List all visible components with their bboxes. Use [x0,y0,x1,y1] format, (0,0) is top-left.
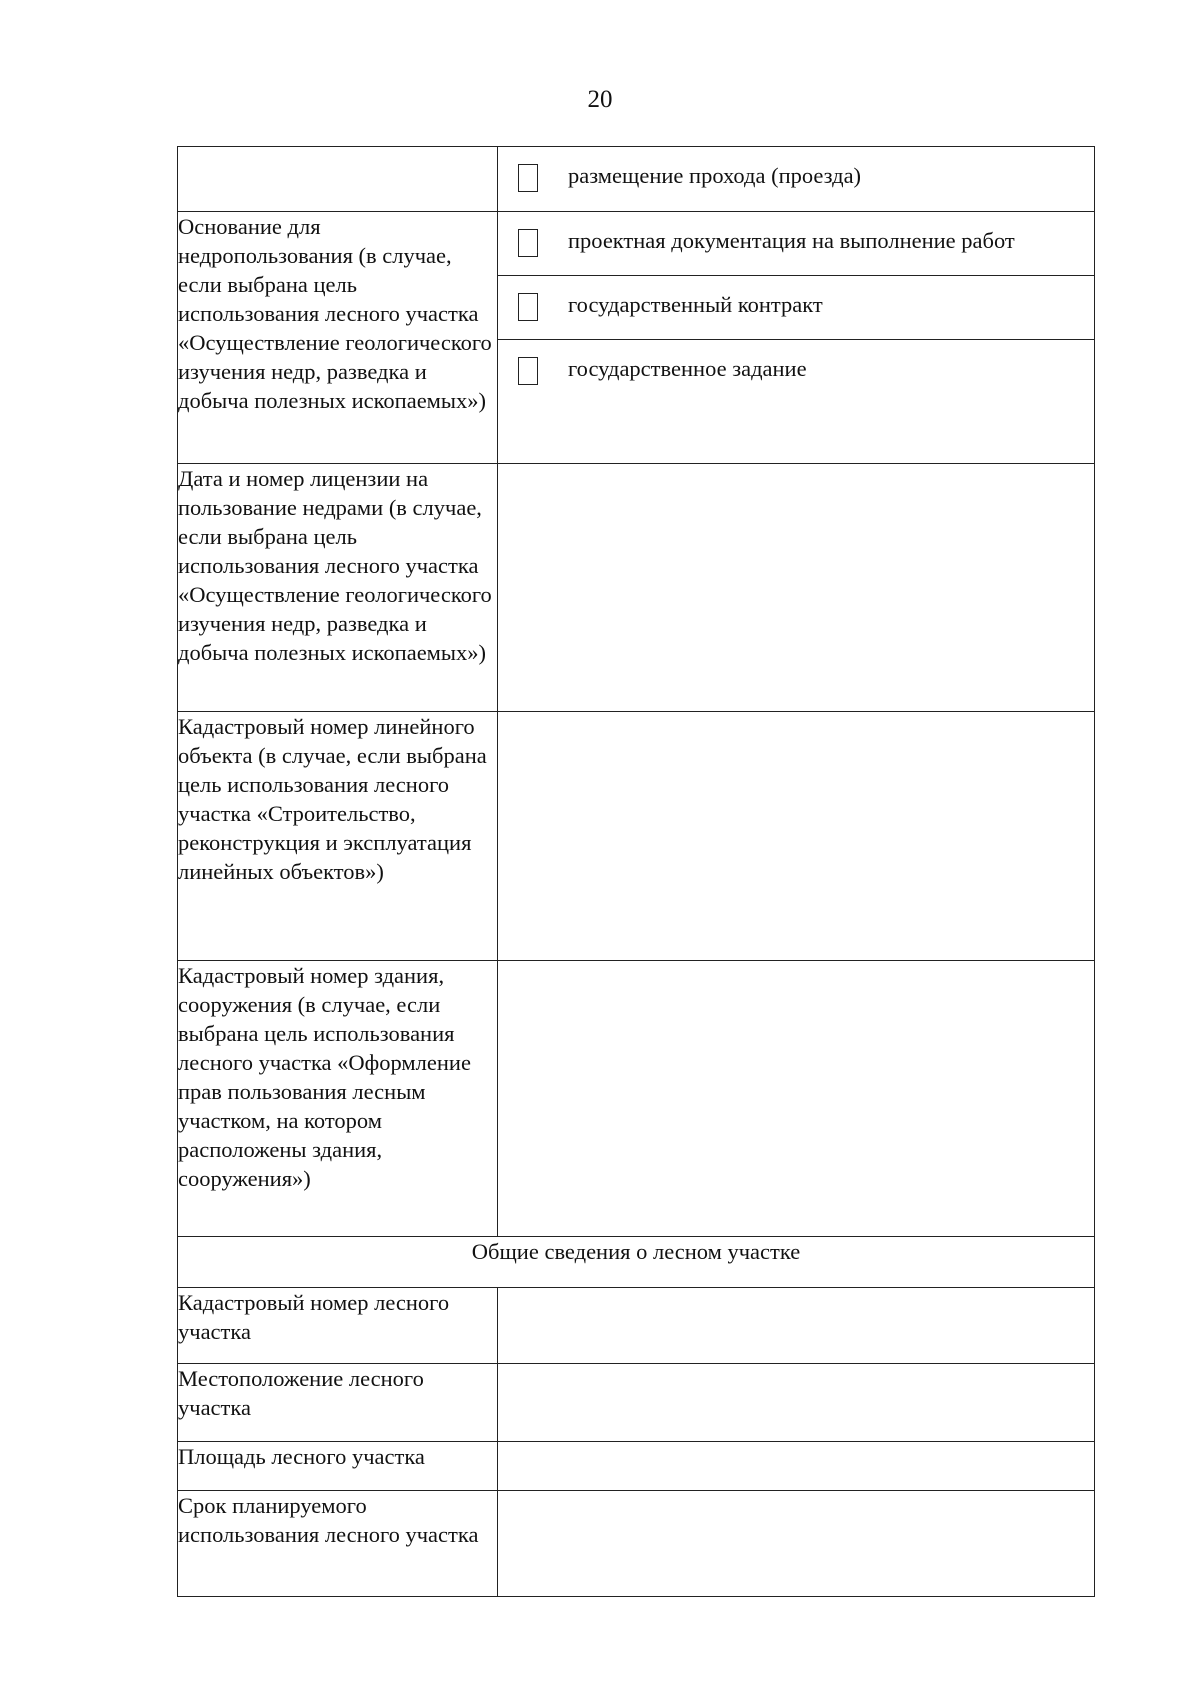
table-row [178,712,1095,961]
license-value[interactable] [498,464,1095,712]
checkbox-project-documentation[interactable] [518,229,538,257]
option-state-contract[interactable] [498,276,1094,340]
application-form-table [177,146,1095,1597]
checkbox-state-assignment[interactable] [518,357,538,385]
section-heading: Общие сведения о лесном участке [178,1237,1095,1288]
subsoil-basis-options [498,212,1095,464]
building-value[interactable] [498,961,1095,1237]
table-row [178,1237,1095,1288]
checkbox-state-contract[interactable] [518,293,538,321]
option-passage[interactable] [498,147,1094,211]
page-number: 20 [587,86,613,113]
options-cell [498,147,1095,212]
cadastral-number-label: Кадастровый номер лесного участка [178,1288,498,1364]
building-label: Кадастровый номер здания, сооружения (в случае, если выбрана цель использования лесного участка «Оформление прав пользования лесным участком, на котором расположены здания, сооружения») [178,961,498,1237]
license-label: Дата и номер лицензии на пользование недрами (в случае, если выбрана цель использования лесного участка «Осуществление геологического изучения недр, разведка и добыча полезных ископаемых») [178,464,498,712]
option-label: государственный контракт [568,292,823,317]
location-value[interactable] [498,1364,1095,1442]
table-row [178,147,1095,212]
option-state-assignment[interactable] [498,340,1094,404]
table-row [178,1491,1095,1597]
location-label: Местоположение лесного участка [178,1364,498,1442]
table-row [178,1288,1095,1364]
option-label: размещение прохода (проезда) [568,163,862,188]
checkbox-passage[interactable] [518,164,538,192]
table-row [178,961,1095,1237]
option-label: государственное задание [568,356,807,381]
table-row [178,1442,1095,1491]
cadastral-number-value[interactable] [498,1288,1095,1364]
table-row [178,464,1095,712]
table-row [178,212,1095,464]
linear-object-label: Кадастровый номер линейного объекта (в случае, если выбрана цель использования лесного участка «Строительство, реконструкция и эксплуатация линейных объектов») [178,712,498,961]
usage-term-value[interactable] [498,1491,1095,1597]
option-project-documentation[interactable] [498,212,1094,276]
linear-object-value[interactable] [498,712,1095,961]
area-label: Площадь лесного участка [178,1442,498,1491]
table-row [178,1364,1095,1442]
row-label [178,147,498,212]
usage-term-label: Срок планируемого использования лесного участка [178,1491,498,1597]
option-label: проектная документация на выполнение работ [568,228,1015,253]
area-value[interactable] [498,1442,1095,1491]
subsoil-basis-label: Основание для недропользования (в случае, если выбрана цель использования лесного участка «Осуществление геологического изучения недр, разведка и добыча полезных ископаемых») [178,212,498,464]
